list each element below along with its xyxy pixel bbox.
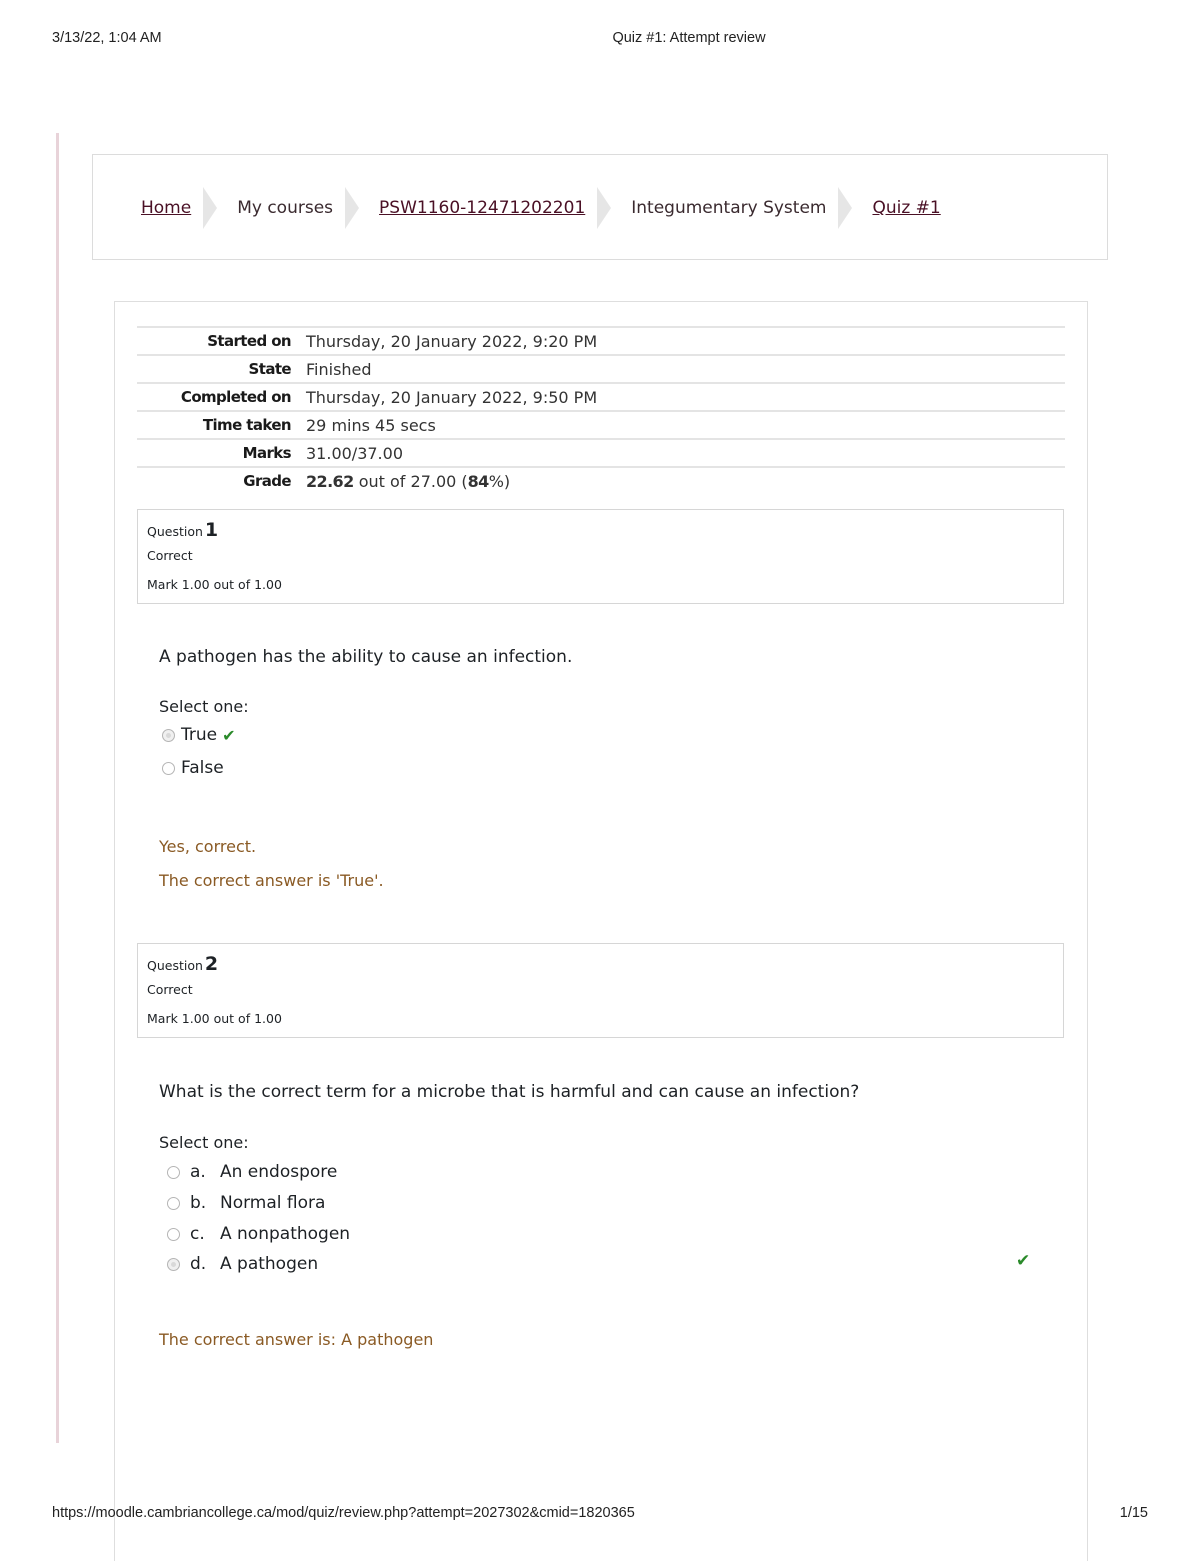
answer-label: False	[181, 758, 224, 778]
summary-row-time-taken	[137, 410, 1065, 438]
summary-value: Thursday, 20 January 2022, 9:50 PM	[306, 387, 598, 407]
answer-option-d[interactable]	[167, 1253, 318, 1275]
chevron-right-icon	[345, 185, 361, 231]
summary-label: Started on	[207, 332, 291, 350]
summary-value: Thursday, 20 January 2022, 9:20 PM	[306, 331, 598, 351]
check-icon: ✔	[222, 725, 236, 745]
radio-button[interactable]	[162, 729, 175, 742]
correct-answer-text: The correct answer is: A pathogen	[159, 1330, 434, 1349]
answer-label: An endospore	[220, 1162, 338, 1182]
chevron-right-icon	[597, 185, 613, 231]
answer-letter: a.	[190, 1162, 206, 1182]
summary-label: Marks	[242, 444, 291, 462]
print-date: 3/13/22, 1:04 AM	[52, 30, 162, 46]
summary-row-started	[137, 326, 1065, 354]
question-state: Correct	[147, 982, 193, 997]
answer-label: A nonpathogen	[220, 1224, 351, 1244]
feedback-text: Yes, correct.	[159, 837, 257, 856]
question-label: Question	[147, 958, 203, 973]
question-text: What is the correct term for a microbe that is harmful and can cause an infection?	[159, 1082, 860, 1102]
answer-letter: c.	[190, 1224, 205, 1244]
answer-label: A pathogen	[220, 1254, 319, 1274]
print-page-number: 1/15	[1119, 1505, 1148, 1521]
summary-label: State	[248, 360, 291, 378]
select-prompt: Select one:	[159, 1133, 249, 1152]
answer-option-false[interactable]	[162, 757, 224, 779]
question-text: A pathogen has the ability to cause an infection.	[159, 647, 573, 667]
radio-button[interactable]	[167, 1258, 180, 1271]
select-prompt: Select one:	[159, 697, 249, 716]
answer-letter: b.	[190, 1193, 207, 1213]
summary-value: Finished	[306, 359, 372, 379]
grade-score: 22.62	[306, 471, 354, 491]
answer-label: True	[181, 725, 218, 745]
summary-row-state	[137, 354, 1065, 382]
question-number-value: 2	[204, 953, 219, 975]
question-info-box	[137, 509, 1064, 604]
question-mark: Mark 1.00 out of 1.00	[147, 577, 282, 592]
print-page-title: Quiz #1: Attempt review	[612, 30, 766, 46]
grade-out-of: out of 27.00 (	[353, 471, 468, 491]
summary-row-completed	[137, 382, 1065, 410]
summary-label: Grade	[243, 472, 291, 490]
question-number	[147, 953, 218, 975]
summary-row-marks	[137, 438, 1065, 466]
grade-percent: 84	[467, 471, 489, 491]
breadcrumb-home[interactable]: Home	[141, 198, 192, 218]
breadcrumb-my-courses[interactable]: My courses	[237, 198, 334, 218]
summary-label: Time taken	[202, 416, 291, 434]
check-icon: ✔	[1016, 1251, 1031, 1271]
answer-label: Normal flora	[220, 1193, 326, 1213]
page-left-rule	[56, 133, 59, 1443]
grade-percent-suffix: %)	[488, 471, 511, 491]
print-url: https://moodle.cambriancollege.ca/mod/quiz/review.php?attempt=2027302&cmid=1820365	[52, 1505, 635, 1521]
question-mark: Mark 1.00 out of 1.00	[147, 1011, 282, 1026]
answer-option-c[interactable]	[167, 1223, 350, 1245]
breadcrumb-section[interactable]: Integumentary System	[631, 198, 827, 218]
answer-option-a[interactable]	[167, 1161, 337, 1183]
summary-value: 31.00/37.00	[306, 443, 403, 463]
attempt-summary-table	[137, 326, 1065, 494]
chevron-right-icon	[203, 185, 219, 231]
breadcrumb-quiz[interactable]: Quiz #1	[872, 198, 941, 218]
radio-button[interactable]	[162, 762, 175, 775]
radio-button[interactable]	[167, 1166, 180, 1179]
summary-row-grade	[137, 466, 1065, 494]
question-number-value: 1	[204, 519, 219, 541]
summary-value: 29 mins 45 secs	[306, 415, 436, 435]
correct-answer-text: The correct answer is 'True'.	[159, 871, 384, 890]
summary-value	[306, 472, 510, 491]
question-info-box	[137, 943, 1064, 1038]
answer-option-true[interactable]	[162, 724, 236, 746]
breadcrumb	[92, 154, 1108, 260]
breadcrumb-course[interactable]: PSW1160-12471202201	[379, 198, 586, 218]
radio-button[interactable]	[167, 1228, 180, 1241]
answer-option-b[interactable]	[167, 1192, 325, 1214]
chevron-right-icon	[838, 185, 854, 231]
answer-letter: d.	[190, 1254, 207, 1274]
question-label: Question	[147, 524, 203, 539]
question-number	[147, 519, 218, 541]
summary-label: Completed on	[180, 388, 291, 406]
question-state: Correct	[147, 548, 193, 563]
radio-button[interactable]	[167, 1197, 180, 1210]
